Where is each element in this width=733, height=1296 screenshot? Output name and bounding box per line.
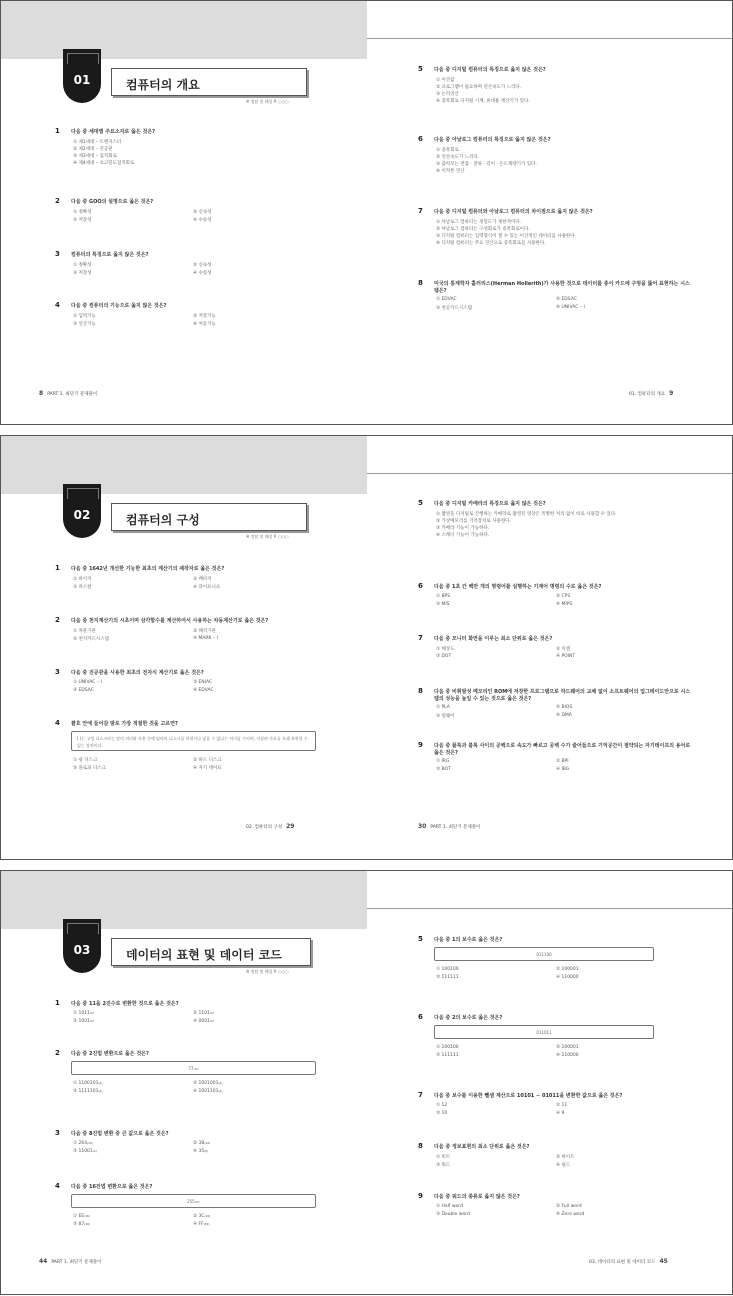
question-number: 3 [55, 668, 60, 676]
answer-option[interactable]: ② 100001 [556, 967, 579, 972]
question-number: 2 [55, 197, 60, 205]
footer-chapter: 01. 컴퓨터의 개요 [629, 392, 666, 397]
answer-option[interactable]: ② 프로그램이 필요하며 연산속도가 느리다. [436, 85, 522, 90]
answer-option[interactable]: ④ 이적론 연산 [436, 169, 465, 174]
question [418, 1013, 694, 1058]
page-footer-right [589, 1258, 668, 1265]
answer-option[interactable]: ④ MARK – I [193, 636, 218, 641]
answer-option[interactable]: ④ 제4세대 – 초고밀도집적회로 [73, 161, 135, 166]
page-number: 44 [39, 1258, 48, 1265]
question [418, 65, 694, 104]
question [55, 1182, 321, 1227]
footer-part: PART 1. 최단기 문제풀이 [430, 825, 481, 830]
answer-option[interactable]: ① 1100101₍₂₎ [73, 1081, 103, 1086]
question-number: 6 [418, 582, 423, 590]
page-number: 29 [286, 823, 295, 830]
question-stem: 다음 중 11을 2진수로 변환한 것으로 옳은 것은? [71, 1001, 179, 1007]
chapter-tab [63, 484, 101, 538]
chapter-number: 03 [73, 943, 91, 957]
answer-option[interactable]: ① UNIVAC – I [73, 680, 102, 685]
answer-option[interactable]: ② Full word [556, 1204, 582, 1209]
question-number: 9 [418, 1192, 423, 1200]
answer-option[interactable]: ③ Double word [436, 1212, 470, 1217]
question-number: 2 [55, 616, 60, 624]
answer-option[interactable]: ② 아날로그 컴퓨터는 구성회로가 증폭회로이다. [436, 227, 530, 232]
page-number: 9 [669, 390, 674, 397]
answer-option[interactable]: ② 11 [556, 1103, 568, 1108]
answer-note: ※ 정답 및 해설 P. ○○○ [246, 534, 289, 539]
question-number: 8 [418, 687, 423, 695]
answer-option[interactable]: ④ 110000 [556, 1053, 579, 1058]
question-box: ( )는 고정 디스크라는 말의 의미와 사용 중에 임의의 디스크를 꺼내거나 넣을 수 없다는 의미를 가지며, 저장된 자료를 오래 보관할 수 있는 장치이다. [71, 731, 316, 751]
answer-option[interactable]: ④ 필드 [556, 1163, 571, 1168]
question [418, 687, 694, 719]
answer-option[interactable]: ② 3C₍₁₆₎ [193, 1214, 211, 1219]
answer-option[interactable]: ② 픽셀 [556, 647, 571, 652]
answer-option[interactable]: ① 264₍₁₀₎ [73, 1141, 93, 1146]
answer-option[interactable]: ① 100100 [436, 967, 459, 972]
question [55, 250, 321, 276]
chapter-title: 컴퓨터의 개요 [111, 68, 307, 96]
question-number: 6 [418, 135, 423, 143]
answer-option[interactable]: ② 가상메모리를 기억장치로 사용한다. [436, 519, 511, 524]
question-number: 6 [418, 1013, 423, 1021]
answer-option[interactable]: ④ FF₍₁₆₎ [193, 1222, 210, 1227]
answer-option[interactable]: ④ UNIVAC – I [556, 305, 585, 310]
question-stem: 다음 중 1초 간 백만 개의 명령어를 실행하는 기계어 명령의 수로 옳은 것은? [434, 584, 602, 590]
answer-option[interactable]: ③ EDSAC [73, 688, 94, 693]
question-number: 3 [55, 1129, 60, 1137]
answer-option[interactable]: ③ DOT [436, 654, 452, 659]
page-spread [0, 870, 733, 1295]
answer-option[interactable]: ① 증폭회로 [436, 148, 459, 153]
question-stem: 다음 중 컴퓨터의 기능으로 옳지 않은 것은? [71, 303, 167, 309]
chapter-title: 데이터의 표현 및 데이터 코드 [111, 938, 311, 966]
answer-option[interactable]: ④ 디지털 컴퓨터는 주요 연산으로 증폭회로를 사용한다. [436, 241, 546, 246]
question-stem: 다음 중 아날로그 컴퓨터의 특징으로 옳지 않은 것은? [434, 137, 551, 143]
answer-option[interactable]: ③ MIS [436, 602, 450, 607]
footer-chapter: 03. 데이터의 표현 및 데이터 코드 [589, 1260, 656, 1265]
answer-option[interactable]: ① EE₍₁₆₎ [73, 1214, 90, 1219]
question-stem: 다음 중 정보표현의 최소 단위로 옳은 것은? [434, 1144, 530, 1150]
footer-chapter: 02. 컴퓨터의 구성 [246, 825, 283, 830]
answer-option[interactable]: ③ 천공카드시스템 [436, 306, 472, 311]
answer-option[interactable]: ② 신속성 [193, 210, 212, 215]
question-stem: 다음 중 GOO의 설명으로 옳은 것은? [71, 199, 154, 205]
page-footer-left [39, 1258, 101, 1265]
question-stem: 미국의 통계학자 홀러리스(Herman Hollerith)가 사용한 것으로 데이터를 종이 카드에 구멍을 뚫어 표현하는 시스템은? [434, 281, 690, 294]
question-box: 011100 [434, 947, 654, 961]
answer-option[interactable]: ③ 111111 [436, 1053, 459, 1058]
question-stem: 다음 중 1642년 개선한 기능한 최초의 계산기의 제작자로 옳은 것은? [71, 566, 225, 572]
question [418, 1142, 694, 1168]
page-footer-left [246, 823, 294, 830]
answer-note: ※ 정답 및 해설 P. ○○○ [246, 99, 289, 104]
answer-option[interactable]: ③ 저장성 [73, 271, 92, 276]
answer-option[interactable]: ④ IBG [556, 767, 570, 772]
question-number: 5 [418, 935, 423, 943]
question-number: 5 [418, 65, 423, 73]
answer-option[interactable]: ② ENIAC [193, 680, 213, 685]
chapter-number: 01 [73, 73, 91, 87]
answer-option[interactable]: ③ 워드 [436, 1163, 451, 1168]
question-stem: 다음 중 천지계산기의 시초이며 삼각함수를 계산하여서 사용하는 차동계산기로 옳은 것은? [71, 618, 269, 624]
header-band [1, 871, 367, 929]
answer-option[interactable]: ③ 제3세대 – 집적회로 [73, 154, 117, 159]
answer-option[interactable]: ② 1101₍₂₎ [193, 1011, 214, 1016]
page-spread [0, 435, 733, 860]
answer-option[interactable]: ② 바이트 [556, 1155, 575, 1160]
question-stem: 다음 중 모니터 화면을 이루는 최소 단위로 옳은 것은? [434, 636, 553, 642]
question-number: 7 [418, 1091, 423, 1099]
answer-option[interactable]: ① IRG [436, 759, 450, 764]
answer-option[interactable]: ④ 스캐너 기능이 가능하다. [436, 533, 490, 538]
question [418, 741, 694, 772]
question-number: 3 [55, 250, 60, 258]
question-box: 255₍₁₀₎ [71, 1194, 316, 1208]
answer-option[interactable]: ③ 플로피 디스크 [73, 766, 106, 771]
answer-option[interactable]: ③ 저장성 [73, 218, 92, 223]
question [55, 616, 321, 642]
answer-option[interactable]: ① 12 [436, 1103, 448, 1108]
question-stem: 다음 중 플록과 블록 사이의 공백으로 속도가 빠르고 공백 수가 줄어들으로 기억공간이 절약되는 자기테이프의 용어로 옳은 것은? [434, 743, 691, 756]
question-stem: 괄호 안에 들어갈 말로 가장 적절한 것을 고르면? [71, 721, 178, 727]
header-band [1, 1, 367, 59]
question-stem: 다음 중 8진법 변환 중 큰 값으로 옳은 것은? [71, 1131, 169, 1137]
question [55, 301, 321, 327]
answer-option[interactable]: ④ 0001₍₂₎ [193, 1019, 214, 1024]
answer-option[interactable]: ④ DMA [556, 713, 572, 718]
question [55, 1049, 321, 1094]
question-number: 2 [55, 1049, 60, 1057]
page-footer-left [39, 390, 97, 397]
answer-option[interactable]: ④ 수송성 [193, 271, 212, 276]
question [55, 197, 321, 223]
answer-option[interactable]: ③ 카메라 기능이 가능하다. [436, 526, 490, 531]
answer-option[interactable]: ③ 11001₍₂₎ [73, 1149, 97, 1154]
page-number: 45 [659, 1258, 668, 1265]
question [55, 999, 321, 1024]
answer-option[interactable]: ① 아날로그 컴퓨터는 정밀도가 제한적이다. [436, 220, 522, 225]
question-number: 1 [55, 127, 60, 135]
page-footer-right [629, 390, 673, 397]
question-stem: 다음 중 2의 보수로 옳은 것은? [434, 1015, 503, 1021]
answer-option[interactable]: ② 배비지 [193, 577, 212, 582]
answer-option[interactable]: ③ 연산기능 [73, 322, 96, 327]
question-stem: 다음 중 워드의 종류로 옳지 않은 것은? [434, 1194, 520, 1200]
question-box: 011011 [434, 1025, 654, 1039]
question-number: 4 [55, 719, 60, 727]
question-stem: 다음 중 디지털 컴퓨터의 특징으로 옳지 않은 것은? [434, 67, 546, 73]
answer-option[interactable]: ③ 펌웨어 [436, 714, 455, 719]
answer-option[interactable]: ③ 천지카드시스템 [73, 637, 109, 642]
answer-option[interactable]: ② 1001001₍₂₎ [193, 1081, 223, 1086]
chapter-number: 02 [73, 508, 91, 522]
answer-option[interactable]: ④ 처동기능 [193, 322, 216, 327]
question-number: 4 [55, 1182, 60, 1190]
answer-option[interactable]: ④ 9 [556, 1111, 565, 1116]
answer-option[interactable]: ③ 10 [436, 1111, 448, 1116]
answer-option[interactable]: ② 연산속도가 느리다. [436, 155, 480, 160]
answer-option[interactable]: ① 비트 [436, 1155, 451, 1160]
answer-option[interactable]: ① 해상도 [436, 647, 455, 652]
answer-option[interactable]: ④ POINT [556, 654, 576, 659]
answer-option[interactable]: ③ 파스칼 [73, 585, 92, 590]
question-number: 1 [55, 999, 60, 1007]
answer-option[interactable]: ① 1011₍₂₎ [73, 1011, 94, 1016]
chapter-title: 컴퓨터의 구성 [111, 503, 307, 531]
question-stem: 다음 중 16진법 변환으로 옳은 것은? [71, 1184, 153, 1190]
answer-option[interactable]: ② 100001 [556, 1045, 579, 1050]
answer-option[interactable]: ③ 111111 [436, 975, 459, 980]
answer-option[interactable]: ① 정확성 [73, 210, 92, 215]
answer-option[interactable]: ① 정확성 [73, 263, 92, 268]
answer-option[interactable]: ④ 자기 테이프 [193, 766, 222, 771]
question [55, 719, 321, 771]
answer-option[interactable]: ③ BOT [436, 767, 451, 772]
question [418, 207, 694, 246]
question [418, 135, 694, 174]
footer-part: PART 1. 최단기 문제풀이 [47, 392, 98, 397]
answer-option[interactable]: ① 차분기관 [73, 629, 96, 634]
question-stem: 다음 중 1의 보수로 옳은 것은? [434, 937, 503, 943]
question [55, 127, 321, 166]
answer-option[interactable]: ④ EDVAC [193, 688, 214, 693]
question-number: 8 [418, 279, 423, 287]
page-footer-right [418, 823, 480, 830]
answer-option[interactable]: ① EDVAC [436, 297, 457, 302]
question-stem: 다음 중 보수를 이용한 뺄셈 계산으로 10101 − 01011을 변환한 값으로 옳은 것은? [434, 1093, 623, 1099]
answer-option[interactable]: ① 100100 [436, 1045, 459, 1050]
question [418, 279, 694, 311]
answer-option[interactable]: ② 하드 디스크 [193, 758, 222, 763]
answer-option[interactable]: ④ 라이프니츠 [193, 585, 221, 590]
chapter-tab [63, 49, 101, 103]
question-stem: 다음 중 2진법 변환으로 옳은 것은? [71, 1051, 149, 1057]
question-stem: 다음 중 디지털 카메라의 특징으로 옳지 않은 것은? [434, 501, 546, 507]
question-stem: 다음 중 비휘발성 메모리인 ROM에 저장한 프로그램으로 하드웨어의 교체 없이 소프트웨어의 업그레이드만으로 시스템의 성능을 높일 수 있는 것으로 옳은 것은? [434, 689, 691, 702]
answer-option[interactable]: ④ 1001101₍₂₎ [193, 1089, 223, 1094]
question-stem: 다음 중 세대별 주요소자로 옳은 것은? [71, 129, 156, 135]
page-number: 30 [418, 823, 427, 830]
answer-option[interactable]: ① 이산값 [436, 78, 455, 83]
page-spread [0, 0, 733, 425]
answer-option[interactable]: ④ 증폭회로 디지털 시계, 휴대용 계산기가 있다. [436, 99, 530, 104]
answer-option[interactable]: ① Half word [436, 1204, 463, 1209]
question-number: 4 [55, 301, 60, 309]
answer-option[interactable]: ③ 1111101₍₂₎ [73, 1089, 103, 1094]
answer-option[interactable]: ③ 1001₍₂₎ [73, 1019, 94, 1024]
answer-option[interactable]: ② 저장기능 [193, 314, 216, 319]
answer-option[interactable]: ④ 110000 [556, 975, 579, 980]
question-number: 8 [418, 1142, 423, 1150]
header-rule [367, 908, 733, 909]
answer-option[interactable]: ① BPS [436, 594, 451, 599]
answer-option[interactable]: ② CPS [556, 594, 571, 599]
answer-option[interactable]: ④ 수송성 [193, 218, 212, 223]
answer-option[interactable]: ② 제2세대 – 진공관 [73, 147, 113, 152]
header-rule [367, 473, 733, 474]
answer-option[interactable]: ① 광 디스크 [73, 758, 98, 763]
answer-option[interactable]: ① 촬영을 디지털로 진행하는 카메라로 촬영된 영상은 특별한 처리 없이 바로 사용할 수 있다. [436, 512, 617, 517]
question-number: 7 [418, 207, 423, 215]
answer-option[interactable]: ① 입력기능 [73, 314, 96, 319]
answer-option[interactable]: ③ 출력모는 전압 · 전류 · 길이 · 온도계량기가 있다. [436, 162, 537, 167]
question [55, 668, 321, 693]
answer-option[interactable]: ② 해석기관 [193, 629, 216, 634]
question [418, 582, 694, 607]
answer-option[interactable]: ② BPI [556, 759, 569, 764]
question-number: 5 [418, 499, 423, 507]
question-stem: 다음 중 디지털 컴퓨터와 아날로그 컴퓨터의 차이점으로 옳지 않은 것은? [434, 209, 593, 215]
question-stem: 컴퓨터의 특징으로 옳지 않은 것은? [71, 252, 149, 258]
question [418, 499, 694, 538]
question [55, 564, 321, 590]
header-rule [367, 38, 733, 39]
question [418, 634, 694, 659]
answer-option[interactable]: ④ MIPS [556, 602, 573, 607]
question [418, 935, 694, 980]
question [55, 1129, 321, 1154]
answer-option[interactable]: ① 바이지 [73, 577, 92, 582]
answer-option[interactable]: ③ 논리연산 [436, 92, 459, 97]
header-band [1, 436, 367, 494]
question-stem: 다음 중 진공관을 사용한 최초의 전자식 계산기로 옳은 것은? [71, 670, 204, 676]
question-box: 77₍₁₀₎ [71, 1061, 316, 1075]
question [418, 1192, 694, 1217]
answer-option[interactable]: ③ 87₍₁₆₎ [73, 1222, 91, 1227]
answer-option[interactable]: ② 3B₍₁₆₎ [193, 1141, 211, 1146]
answer-option[interactable]: ② EDSAC [556, 297, 577, 302]
question-number: 7 [418, 634, 423, 642]
answer-option[interactable]: ① PLA [436, 705, 450, 710]
answer-option[interactable]: ③ 디지털 컴퓨터는 입력형식이 셀 수 있는 이산적인 데이터를 사용한다. [436, 234, 577, 239]
answer-note: ※ 정답 및 해설 P. ○○○ [246, 969, 289, 974]
answer-option[interactable]: ② 신속성 [193, 263, 212, 268]
question [418, 1091, 694, 1116]
answer-option[interactable]: ② BIOS [556, 705, 573, 710]
question-number: 1 [55, 564, 60, 572]
answer-option[interactable]: ④ 35₍₈₎ [193, 1149, 209, 1154]
footer-part: PART 1. 최단기 문제풀이 [51, 1260, 102, 1265]
answer-option[interactable]: ④ Zero word [556, 1212, 585, 1217]
chapter-tab [63, 919, 101, 973]
question-number: 9 [418, 741, 423, 749]
page-number: 8 [39, 390, 44, 397]
answer-option[interactable]: ① 제1세대 – 트랜지스터 [73, 140, 122, 145]
